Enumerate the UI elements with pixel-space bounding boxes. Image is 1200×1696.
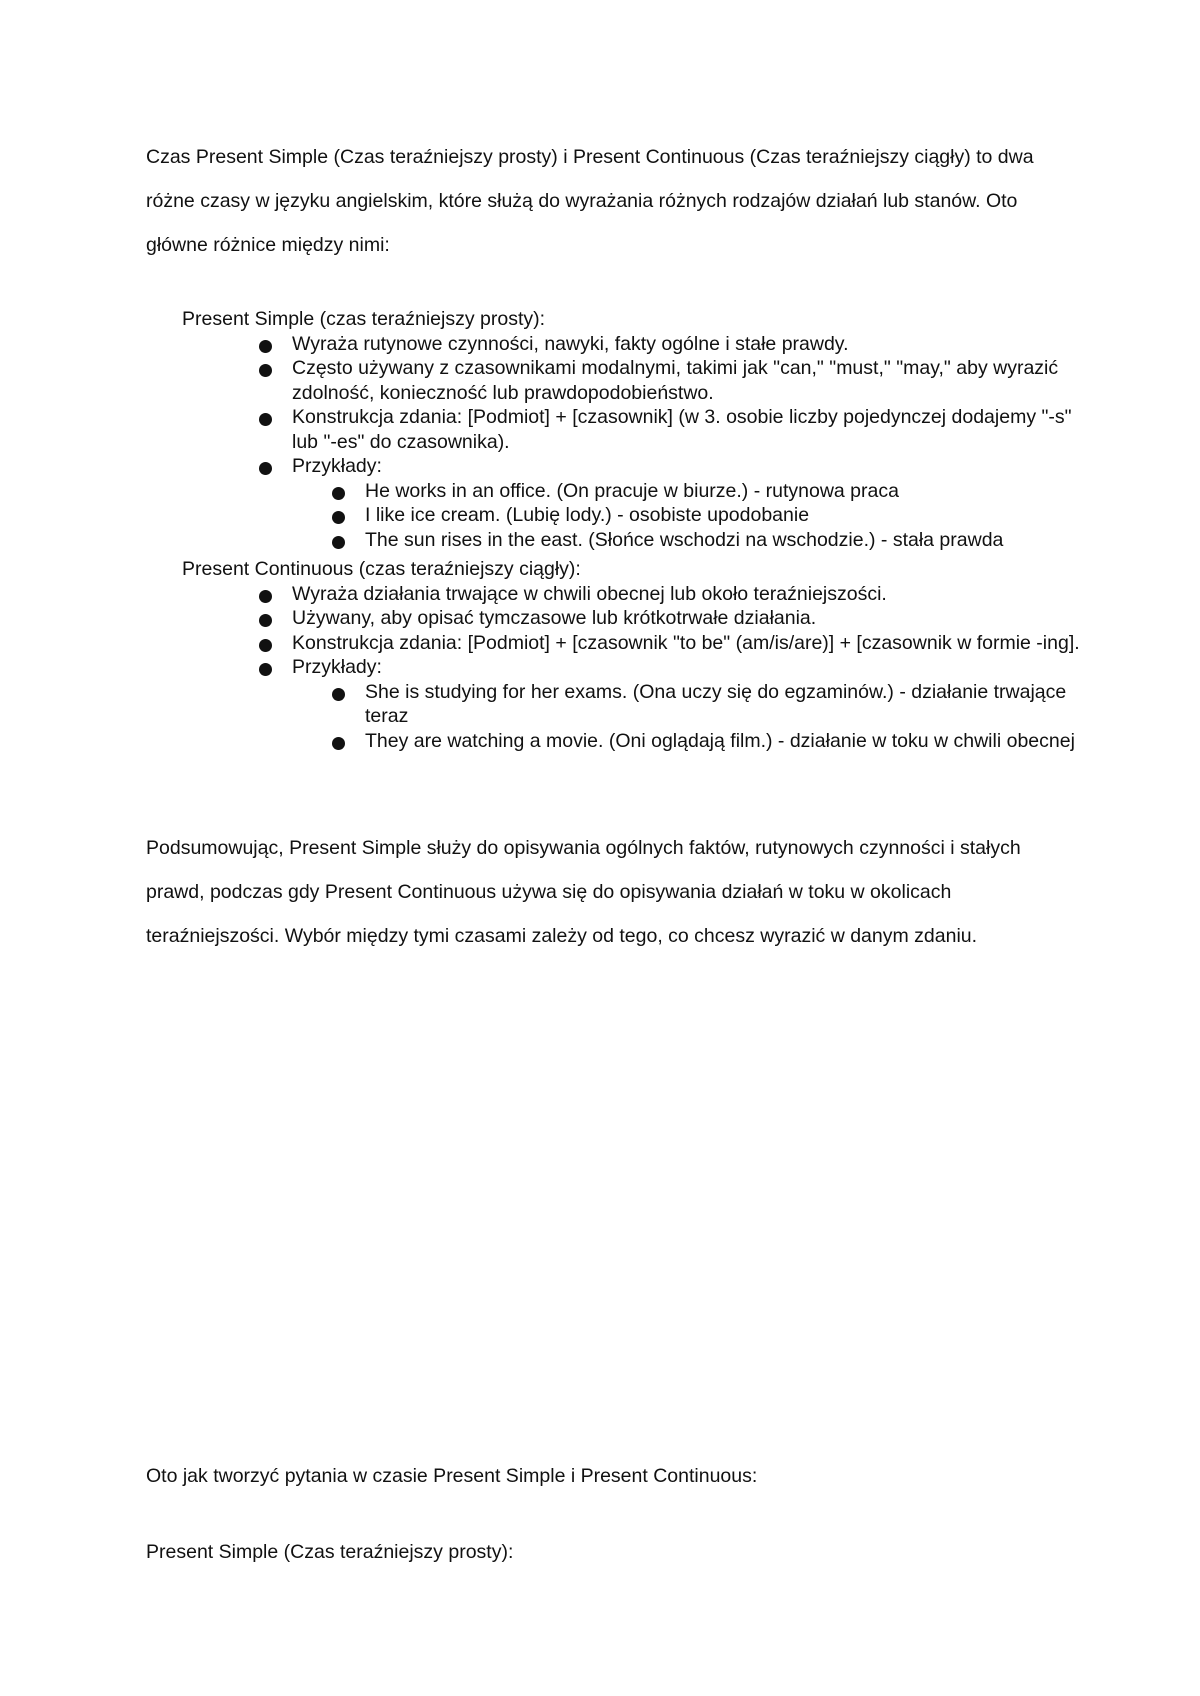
present-simple-title: Present Simple (czas teraźniejszy prosty): <box>182 308 546 330</box>
list-item <box>182 454 1082 552</box>
bullet-icon <box>332 511 345 524</box>
bullet-text: Wyraża działania trwające w chwili obecnej lub około teraźniejszości. <box>292 582 887 605</box>
bullet-icon <box>332 487 345 500</box>
bullet-icon <box>259 614 272 627</box>
example-item <box>292 479 1082 504</box>
bullet-text: Używany, aby opisać tymczasowe lub krótkotrwałe działania. <box>292 607 817 629</box>
example-text: She is studying for her exams. (Ona uczy się do egzaminów.) - działanie trwające teraz <box>365 680 1067 727</box>
present-simple-questions-heading: Present Simple (Czas teraźniejszy prosty): <box>146 1541 514 1563</box>
list-item <box>182 405 1082 454</box>
list-item <box>182 631 1082 656</box>
list-item <box>182 332 1082 357</box>
bullet-text: Konstrukcja zdania: [Podmiot] + [czasownik] (w 3. osobie liczby pojedynczej dodajemy "-s" lub "-es" do czasownika). <box>292 406 1072 453</box>
bullet-icon <box>259 663 272 676</box>
bullet-icon <box>332 688 345 701</box>
bullet-icon <box>259 462 272 475</box>
bullet-text: Często używany z czasownikami modalnymi, takimi jak "can," "must," "may," aby wyrazić zdolność, konieczność lub prawdopodobieństwo. <box>292 357 1059 404</box>
list-item <box>182 582 1082 607</box>
bullet-icon <box>259 590 272 603</box>
bullet-icon <box>259 639 272 652</box>
example-text: I like ice cream. (Lubię lody.) - osobiste upodobanie <box>365 504 810 526</box>
present-simple-examples <box>292 479 1082 553</box>
bullet-icon <box>332 536 345 549</box>
present-simple-bullets <box>182 332 1082 553</box>
bullet-icon <box>259 340 272 353</box>
present-continuous-bullets <box>182 582 1082 754</box>
present-continuous-title: Present Continuous (czas teraźniejszy ciągły): <box>182 558 581 580</box>
summary-paragraph: Podsumowując, Present Simple służy do opisywania ogólnych faktów, rutynowych czynności i stałych prawd, podczas gdy Present Continuous używa się do opisywania działań w toku w okolicach teraźniejszości. Wybór między tymi czasami zależy od tego, co chcesz wyrazić w danym zdaniu. <box>146 837 1021 947</box>
example-text: They are watching a movie. (Oni oglądają film.) - działanie w toku w chwili obecnej <box>365 729 1075 752</box>
list-item <box>182 655 1082 753</box>
bullet-icon <box>259 413 272 426</box>
present-simple-section <box>182 307 1082 552</box>
present-continuous-examples <box>292 680 1082 754</box>
bullet-icon <box>259 364 272 377</box>
example-item <box>292 729 1082 754</box>
questions-intro-paragraph: Oto jak tworzyć pytania w czasie Present Simple i Present Continuous: <box>146 1465 758 1487</box>
example-text: He works in an office. (On pracuje w biurze.) - rutynowa praca <box>365 479 899 502</box>
list-item <box>182 356 1082 405</box>
bullet-text: Wyraża rutynowe czynności, nawyki, fakty ogólne i stałe prawdy. <box>292 332 849 355</box>
present-continuous-section <box>182 557 1082 753</box>
bullet-text: Konstrukcja zdania: [Podmiot] + [czasownik "to be" (am/is/are)] + [czasownik w formie -ing]. <box>292 631 1080 654</box>
bullet-text: Przykłady: <box>292 656 382 678</box>
example-item <box>292 528 1082 553</box>
bullet-icon <box>332 737 345 750</box>
example-item <box>292 503 1082 528</box>
list-item <box>182 606 1082 631</box>
bullet-text: Przykłady: <box>292 455 382 477</box>
intro-paragraph: Czas Present Simple (Czas teraźniejszy prosty) i Present Continuous (Czas teraźniejszy ciągły) to dwa różne czasy w języku angielskim, które służą do wyrażania różnych rodzajów działań lub stanów. Oto główne różnice między nimi: <box>146 146 1034 256</box>
example-item <box>292 680 1082 729</box>
example-text: The sun rises in the east. (Słońce wschodzi na wschodzie.) - stała prawda <box>365 528 1004 551</box>
